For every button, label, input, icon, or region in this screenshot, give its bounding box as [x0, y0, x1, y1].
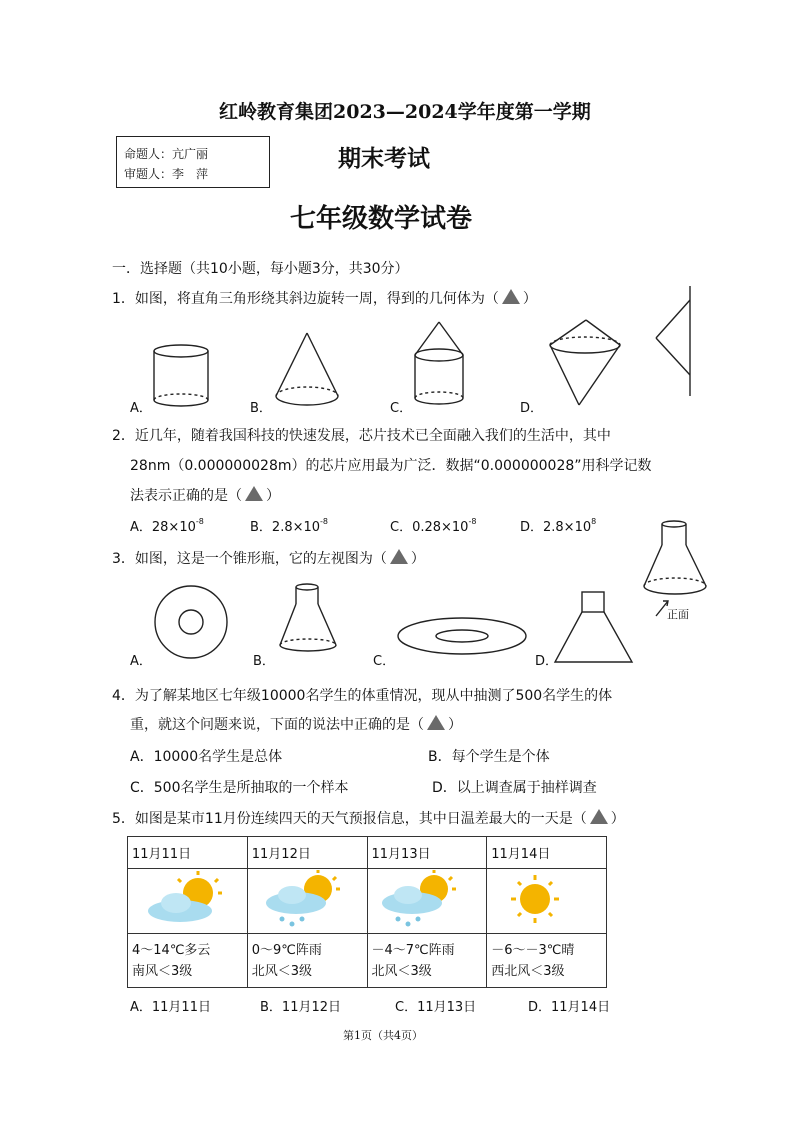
weather-icon-cell-1	[128, 869, 248, 934]
q3-option-a: A．	[130, 654, 152, 669]
q2-option-a-exp: -8	[195, 517, 204, 526]
weather-date-2: 11月12日	[247, 837, 367, 869]
q1-option-b: B．	[250, 401, 272, 416]
q4-line2-text: 重，就这个问题来说，下面的说法中正确的是（	[130, 717, 424, 733]
q2-line3-text: 法表示正确的是（	[130, 488, 242, 504]
concentric-circles-figure	[155, 586, 227, 658]
q5-stem-end: ）	[610, 811, 625, 827]
trapezoid-square-figure	[555, 592, 632, 662]
q4-line1: 4．为了解某地区七年级10000名学生的体重情况，现从中抽测了500名学生的体	[112, 688, 613, 704]
answer-blank-icon	[590, 809, 608, 824]
q5-stem	[112, 808, 625, 828]
q2-option-c-exp: -8	[468, 517, 477, 526]
conical-flask-figure	[644, 521, 706, 616]
q3-stem-text: 3．如图，这是一个锥形瓶，它的左视图为（	[112, 551, 387, 567]
q4-line2-end: ）	[448, 717, 462, 733]
weather-table	[127, 836, 607, 988]
weather-icon-cell-2	[247, 869, 367, 934]
weather-info-1	[128, 934, 248, 988]
right-triangle-figure	[656, 286, 690, 396]
q1-figures	[0, 0, 794, 430]
weather-temp-3: －4～7℃阵雨	[371, 943, 455, 958]
nested-ellipses-figure	[398, 618, 526, 654]
q4-line2	[130, 714, 462, 734]
exam-title: 期末考试	[338, 145, 430, 172]
q5-option-c: C．11月13日	[395, 1000, 477, 1015]
q1-option-d: D．	[520, 401, 544, 416]
q4-option-b: B．每个学生是个体	[428, 749, 550, 765]
q2-option-a-text: A．28×10	[130, 520, 196, 535]
rain-icon	[252, 869, 362, 929]
rain-icon	[372, 869, 482, 929]
q2-line2: 28nm（0.000000028m）的芯片应用最为广泛．数据“0.000000028”用科学记数	[130, 458, 652, 474]
partly-cloudy-icon	[132, 869, 242, 929]
answer-blank-icon	[427, 715, 445, 730]
weather-date-3: 11月13日	[367, 837, 487, 869]
q2-option-d-text: D．2.8×10	[520, 520, 592, 535]
weather-info-4	[487, 934, 607, 988]
weather-wind-2: 北风＜3级	[251, 964, 313, 979]
weather-wind-1: 南风＜3级	[132, 964, 193, 979]
flask-view-figure	[280, 584, 336, 651]
weather-temp-1: 4～14℃多云	[132, 943, 211, 958]
q5-option-b: B．11月12日	[260, 1000, 342, 1015]
sunny-icon	[491, 869, 601, 929]
weather-info-3	[367, 934, 487, 988]
q1-stem-text: 1．如图，将直角三角形绕其斜边旋转一周，得到的几何体为（	[112, 291, 499, 307]
author-label: 命题人：亢广丽	[124, 147, 209, 161]
double-cone-figure	[550, 320, 620, 405]
q1-option-c: C．	[390, 401, 413, 416]
weather-temp-2: 0～9℃阵雨	[251, 943, 322, 958]
q2-option-b-exp: -8	[320, 517, 329, 526]
weather-wind-3: 北风＜3级	[371, 964, 432, 979]
q3-option-b: B．	[253, 654, 275, 669]
q4-option-d: D．以上调查属于抽样调查	[432, 780, 597, 796]
paper-title: 七年级数学试卷	[290, 204, 473, 234]
q2-line3-end: ）	[266, 488, 280, 504]
q5-option-d: D．11月14日	[528, 1000, 611, 1015]
weather-wind-4: 西北风＜3级	[491, 964, 565, 979]
q4-option-a: A．10000名学生是总体	[130, 749, 283, 765]
front-label: 正面	[667, 608, 689, 621]
q5-option-a: A．11月11日	[130, 1000, 211, 1015]
q4-option-c: C．500名学生是所抽取的一个样本	[130, 780, 349, 796]
reviewer-label: 审题人：李 萍	[124, 167, 209, 181]
cone-figure	[276, 333, 338, 405]
section-heading: 一．选择题（共10小题，每小题3分，共30分）	[112, 261, 409, 277]
answer-blank-icon	[245, 486, 263, 501]
q5-stem-text: 5．如图是某市11月份连续四天的天气预报信息，其中日温差最大的一天是（	[112, 811, 587, 827]
weather-icon-cell-3	[367, 869, 487, 934]
weather-icon-cell-4	[487, 869, 607, 934]
q3-option-d: D．	[535, 654, 559, 669]
weather-date-4: 11月14日	[487, 837, 607, 869]
q3-figures	[0, 500, 794, 680]
weather-info-2	[247, 934, 367, 988]
q3-stem-end: ）	[410, 551, 425, 567]
q1-option-a: A．	[130, 401, 152, 416]
q2-line1: 2．近几年，随着我国科技的快速发展，芯片技术已全面融入我们的生活中，其中	[112, 428, 611, 444]
q2-option-d-exp: 8	[591, 517, 597, 526]
weather-temp-4: －6～－3℃晴	[491, 943, 575, 958]
q3-option-c: C．	[373, 654, 396, 669]
weather-date-1: 11月11日	[128, 837, 248, 869]
q2-option-b-text: B．2.8×10	[250, 520, 321, 535]
cone-cylinder-figure	[415, 322, 463, 404]
page-footer: 第1页（共4页）	[343, 1029, 423, 1042]
q2-option-c-text: C．0.28×10	[390, 520, 469, 535]
q1-stem-end: ）	[522, 291, 537, 307]
group-title: 红岭教育集团2023—2024学年度第一学期	[219, 101, 591, 123]
cylinder-figure	[154, 345, 208, 406]
